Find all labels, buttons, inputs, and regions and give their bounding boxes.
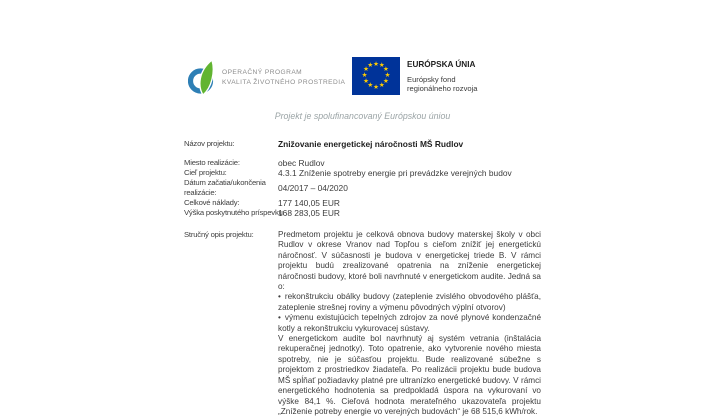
eu-flag-icon [352,57,400,95]
field-label: Miesto realizácie: [184,158,240,167]
op-leaf-circle-icon [188,59,216,96]
field-label: Názov projektu: [184,139,235,148]
eu-logo [352,57,478,95]
project-description [278,230,541,417]
eu-logo-line2: regionálneho rozvoja [407,84,478,93]
eu-star-icon: ★ [373,60,379,68]
field-row-description [184,230,541,417]
field-label: Výška poskytnutého príspevku: [184,208,285,217]
project-details [184,139,541,417]
description-intro: Predmetom projektu je celková obnova budovy materskej školy v obci Rudlov v okrese Vranov nad Topľou s cieľom znížiť jej energetickú náročnosť. V súčasnosti je budova v energetickej triede B. V rámci projektu budú zrealizované opatrenia na zníženie energetickej náročnosti budovy, ktoré boli navrhnuté v energetickom audite. Jedná sa o: [278,230,541,292]
field-row-dates [184,178,541,198]
field-label: Cieľ projektu: [184,168,227,177]
op-logo-text [222,68,345,87]
field-label: Celkové náklady: [184,198,240,207]
field-value: Znižovanie energetickej náročnosti MŠ Rudlov [278,139,464,149]
field-row-total-costs [184,198,541,208]
cofinancing-note: Projekt je spolufinancovaný Európskou úniou [274,111,451,121]
eu-logo-line1: Európsky fond [407,74,456,84]
field-row-contribution [184,208,541,218]
eu-logo-text [407,57,478,95]
eu-star-icon: ★ [373,83,379,91]
description-bullet-text: rekonštrukciu obálky budovy (zateplenie zvislého obvodového plášťa, zateplenie strešnej roviny a výmenu pôvodných výplní otvorov) [278,292,541,312]
field-row-goal [184,168,541,178]
eu-star-icon: ★ [378,61,385,69]
field-value: 04/2017 – 04/2020 [278,183,348,193]
field-label: Dátum začatia/ukončenia realizácie: [184,178,266,197]
eu-star-icon: ★ [367,61,374,69]
description-outro: V energetickom audite bol navrhnutý aj systém vetrania (inštalácia rekuperačnej jednotky). Toto opatrenie, ako vytvorenie nového miesta spotreby, nie je súčasťou projektu. Bude realizované súbežne s projektom z prostriedkov žiadateľa. Po realizácii projektu bude budova MŠ spĺňať požiadavky platné pre ultranízko energetické budovy. V rámci energetického hodnotenia sa predpokladá úspora na vykurovaní vo výške 84,1 %. Cieľová hodnota merateľného ukazovateľa projektu „Zníženie potreby energie vo verejných budovách“ je 68 515,6 kWh/rok. [278,334,541,416]
field-value: obec Rudlov [278,158,325,168]
eu-star-icon: ★ [384,71,391,79]
bullet-icon: • [278,292,281,302]
field-value: 177 140,05 EUR [278,198,340,208]
eu-star-icon: ★ [361,71,368,79]
description-bullet [278,313,541,334]
eu-star-icon: ★ [367,81,374,89]
eu-star-icon: ★ [363,66,369,73]
description-bullet [278,292,541,313]
operational-program-logo [188,59,345,96]
description-bullet-text: výmenu existujúcich tepelných zdrojov za nové plynové kondenzačné kotly a rekonštrukciu vykurovacej sústavy. [278,313,541,333]
eu-star-icon: ★ [378,81,385,89]
eu-star-icon: ★ [383,77,389,85]
eu-logo-title: EURÓPSKA ÚNIA [407,60,476,69]
op-logo-line2: KVALITA ŽIVOTNÉHO PROSTREDIA [222,78,346,86]
eu-star-icon: ★ [383,66,389,73]
bullet-icon: • [278,313,281,323]
field-label: Stručný opis projektu: [184,230,254,239]
field-value: 168 283,05 EUR [278,208,340,218]
op-leaf [200,60,213,95]
field-row-location [184,158,541,168]
op-logo-line1: OPERAČNÝ PROGRAM [222,69,303,76]
eu-star-icon: ★ [363,77,369,85]
field-value: 4.3.1 Zníženie spotreby energie pri prevádzke verejných budov [278,168,512,178]
field-row-project-name [184,139,541,149]
